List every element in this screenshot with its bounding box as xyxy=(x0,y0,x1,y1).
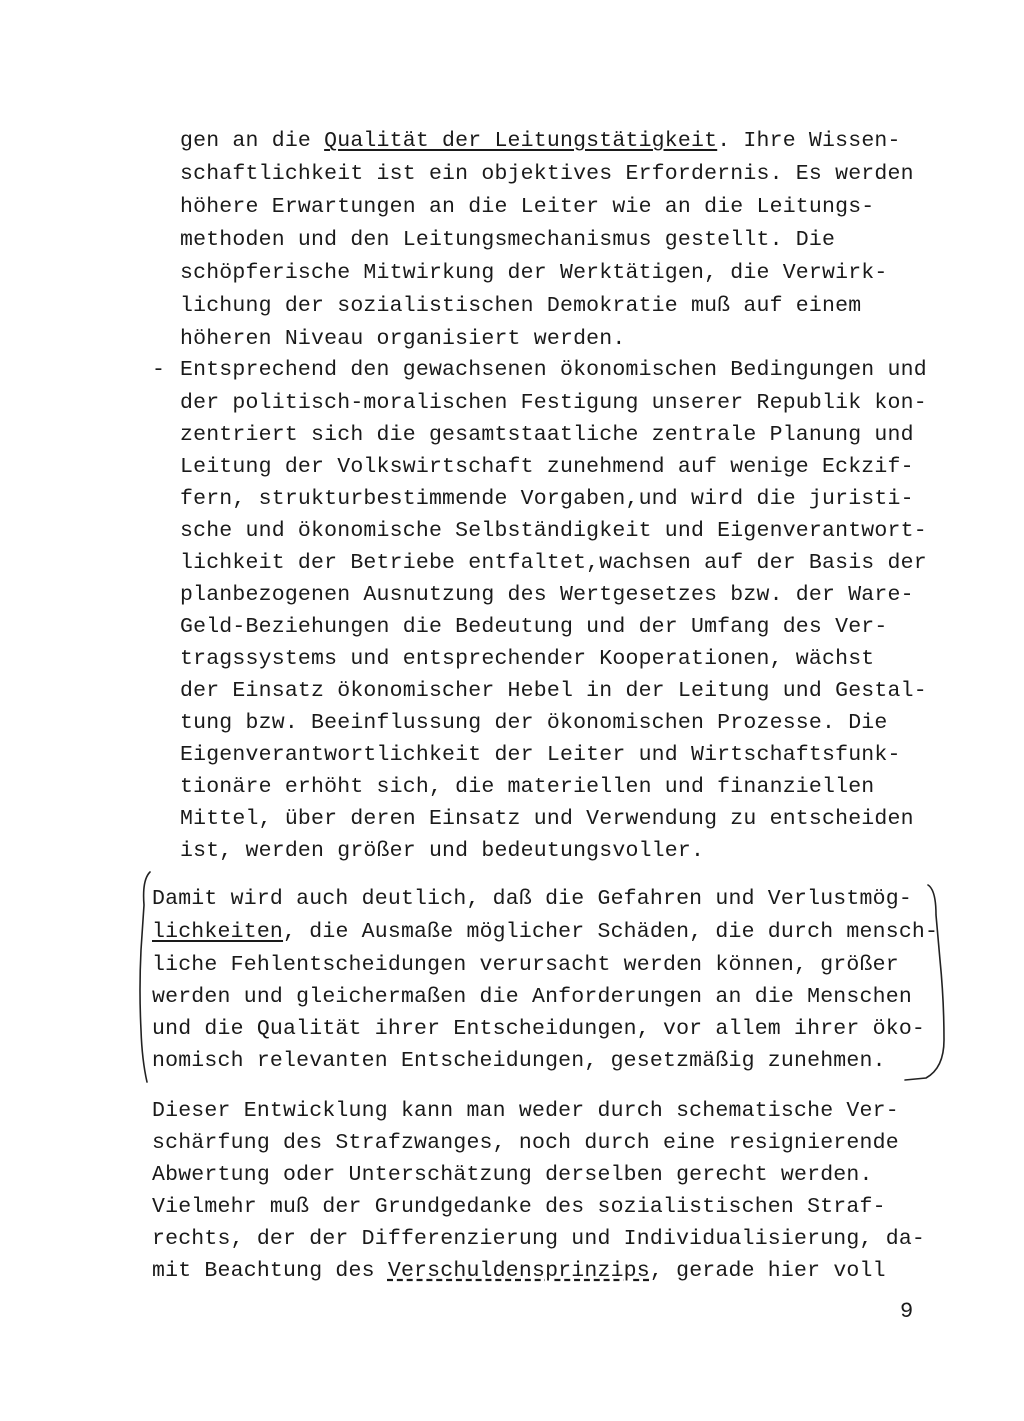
text-line: zentriert sich die gesamtstaatliche zentrale Planung und xyxy=(180,423,914,447)
text-line: methoden und den Leitungsmechanismus gestellt. Die xyxy=(180,228,836,252)
text-line: ist, werden größer und bedeutungsvoller. xyxy=(180,839,705,863)
left-bracket-mark xyxy=(140,872,150,1082)
text-line: planbezogenen Ausnutzung des Wertgesetzes bzw. der Ware- xyxy=(180,583,914,607)
text-fragment: gen an die xyxy=(180,129,325,153)
text-line: Mittel, über deren Einsatz und Verwendung zu entscheiden xyxy=(180,807,914,831)
text-line: Vielmehr muß der Grundgedanke des sozialistischen Straf- xyxy=(152,1195,886,1219)
text-line: schärfung des Strafzwanges, noch durch eine resignierende xyxy=(152,1131,899,1155)
text-line: werden und gleichermaßen die Anforderungen an die Menschen xyxy=(152,985,912,1009)
text-line: lichkeit der Betriebe entfaltet,wachsen auf der Basis der xyxy=(180,551,927,575)
text-line: lichung der sozialistischen Demokratie muß auf einem xyxy=(180,294,862,318)
text-line: schöpferische Mitwirkung der Werktätigen, die Verwirk- xyxy=(180,261,888,285)
underlined-phrase: lichkeiten xyxy=(152,920,284,944)
text-line: Dieser Entwicklung kann man weder durch schematische Ver- xyxy=(152,1099,899,1123)
text-line xyxy=(180,125,901,157)
text-line: tionäre erhöht sich, die materiellen und finanziellen xyxy=(180,775,875,799)
text-line: sche und ökonomische Selbständigkeit und Eigenverantwort- xyxy=(180,519,927,543)
text-line: der Einsatz ökonomischer Hebel in der Leitung und Gestal- xyxy=(180,679,927,703)
text-line: nomisch relevanten Entscheidungen, gesetzmäßig zunehmen. xyxy=(152,1049,886,1073)
text-line: schaftlichkeit ist ein objektives Erfordernis. Es werden xyxy=(180,162,914,186)
text-fragment: . Ihre Wissen- xyxy=(717,129,901,153)
text-line: fern, strukturbestimmende Vorgaben,und wird die juristi- xyxy=(180,487,914,511)
text-fragment: , gerade hier voll xyxy=(649,1259,886,1283)
underlined-phrase: Qualität der Leitungstätigkeit xyxy=(324,129,718,153)
text-line: tragssystems und entsprechender Kooperationen, wächst xyxy=(180,647,875,671)
text-fragment: mit Beachtung des xyxy=(152,1259,388,1283)
text-line: Geld-Beziehungen die Bedeutung und der Umfang des Ver- xyxy=(180,615,888,639)
text-line: Abwertung oder Unterschätzung derselben gerecht werden. xyxy=(152,1163,873,1187)
text-line: höhere Erwartungen an die Leiter wie an die Leitungs- xyxy=(180,195,875,219)
text-line: rechts, der der Differenzierung und Individualisierung, da- xyxy=(152,1227,926,1251)
text-line: liche Fehlentscheidungen verursacht werden können, größer xyxy=(152,953,899,977)
text-line: Leitung der Volkswirtschaft zunehmend auf wenige Eckzif- xyxy=(180,455,914,479)
text-line xyxy=(152,916,938,948)
text-line: der politisch-moralischen Festigung unserer Republik kon- xyxy=(180,391,927,415)
text-line xyxy=(152,1255,886,1287)
text-line: höheren Niveau organisiert werden. xyxy=(180,327,626,351)
text-line: und die Qualität ihrer Entscheidungen, vor allem ihrer öko- xyxy=(152,1017,926,1041)
text-line: Eigenverantwortlichkeit der Leiter und Wirtschaftsfunk- xyxy=(180,743,901,767)
page-number: 9 xyxy=(900,1299,914,1324)
text-line: Damit wird auch deutlich, daß die Gefahren und Verlustmög- xyxy=(152,887,912,911)
text-line: tung bzw. Beeinflussung der ökonomischen Prozesse. Die xyxy=(180,711,888,735)
text-fragment: , die Ausmaße möglicher Schäden, die durch mensch- xyxy=(283,920,939,944)
underlined-phrase: Verschuldensprinzips xyxy=(387,1259,650,1283)
text-line: Entsprechend den gewachsenen ökonomischen Bedingungen und xyxy=(180,358,927,382)
bullet-dash: - xyxy=(152,358,165,382)
